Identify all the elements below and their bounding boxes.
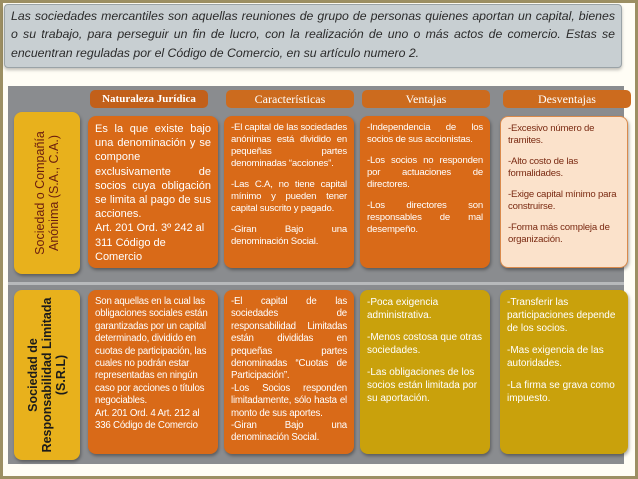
header-naturaleza-juridica: Naturaleza Jurídica: [90, 90, 208, 108]
cell-paragraph: -Los Socios responden limitadamente, sólo hasta el monto de sus aportes.: [231, 382, 347, 419]
cell-desventajas-srl: [500, 290, 628, 454]
cell-ventajas-sa: [360, 116, 490, 268]
cell-naturaleza-srl: [88, 290, 218, 454]
cell-paragraph: -Alto costo de las formalidades.: [508, 156, 578, 179]
row-label-line: Anónima (S.A., C.A.): [47, 134, 61, 252]
cell-paragraph: -Excesivo número de tramites.: [508, 123, 595, 146]
cell-paragraph: -Los directores son responsables de mal desempeño.: [367, 200, 483, 235]
row-label-srl: [14, 290, 80, 460]
intro-text: Las sociedades mercantiles son aquellas reuniones de grupo de personas quienes aportan un capital, bienes o su trabajo, para perseguir un fin de lucro, con la realización de uno o más actos de comercio. Estas se encuentran reguladas por el Código de Comercio, en su artículo numero 2.: [4, 4, 622, 68]
cell-paragraph: -Poca exigencia administrativa.: [367, 297, 439, 321]
cell-paragraph: Art. 201 Ord. 4 Art. 212 al 336 Código de Comercio: [95, 407, 200, 432]
header-ventajas: Ventajas: [362, 90, 490, 108]
row-label-line: Sociedad de: [26, 338, 40, 412]
cell-desventajas-sa: [500, 116, 628, 268]
cell-paragraph: -Menos costosa que otras sociedades.: [367, 332, 483, 356]
cell-paragraph: -Giran Bajo una denominación Social.: [231, 224, 347, 247]
cell-paragraph: Es la que existe bajo una denominación y se compone exclusivamente de socios cuya obligación se limita al pago de sus acciones.: [95, 123, 211, 221]
cell-paragraph: -Transferir las participaciones depende de los socios.: [507, 297, 616, 334]
cell-paragraph: -Independencia de los socios de sus accionistas.: [367, 122, 483, 145]
cell-ventajas-srl: [360, 290, 490, 454]
row-label-text: [26, 298, 68, 453]
cell-paragraph: -Los socios no responden por actuaciones de directores.: [367, 155, 483, 190]
cell-paragraph: -Forma más compleja de organización.: [508, 222, 610, 245]
cell-paragraph: -El capital de las sociedades anónimas está dividido en pequeñas partes denominadas “acciones”.: [231, 122, 347, 169]
cell-paragraph: -Mas exigencia de las autoridades.: [507, 345, 604, 369]
row-label-text: [33, 131, 61, 255]
header-desventajas: Desventajas: [503, 90, 631, 108]
cell-paragraph: -El capital de las sociedades de responsabilidad Limitadas están divididas en pequeñas partes denominadas “Cuotas de Participación”.: [231, 296, 347, 382]
row-label-line: Responsabilidad Limitada: [40, 297, 54, 453]
cell-caracteristicas-sa: [224, 116, 354, 268]
row-label-sociedad-anonima: [14, 112, 80, 274]
row-label-line: Sociedad o Compañía: [33, 131, 47, 255]
cell-naturaleza-sa: [88, 116, 218, 268]
cell-paragraph: -Exige capital mínimo para construirse.: [508, 189, 617, 212]
cell-paragraph: -La firma se grava como impuesto.: [507, 380, 615, 404]
cell-paragraph: Art. 201 Ord. 3º 242 al 311 Código de Comercio: [95, 222, 205, 263]
cell-paragraph: -Las obligaciones de los socios están limitada por su aportación.: [367, 367, 478, 404]
row-label-line: (S.R.L): [54, 354, 68, 396]
cell-caracteristicas-srl: [224, 290, 354, 454]
cell-paragraph: Son aquellas en la cual las obligaciones sociales están garantizadas por un capital determinado, dividido en cuotas de participación, las cuales no podrán estar representadas en ningún caso por acciones o títulos negociables.: [95, 296, 208, 407]
cell-paragraph: -Las C.A, no tiene capital mínimo y pueden tener capital suscrito y pagado.: [231, 179, 347, 214]
header-caracteristicas: Características: [226, 90, 354, 108]
cell-paragraph: -Giran Bajo una denominación Social.: [231, 420, 347, 444]
row-divider: [8, 282, 624, 285]
